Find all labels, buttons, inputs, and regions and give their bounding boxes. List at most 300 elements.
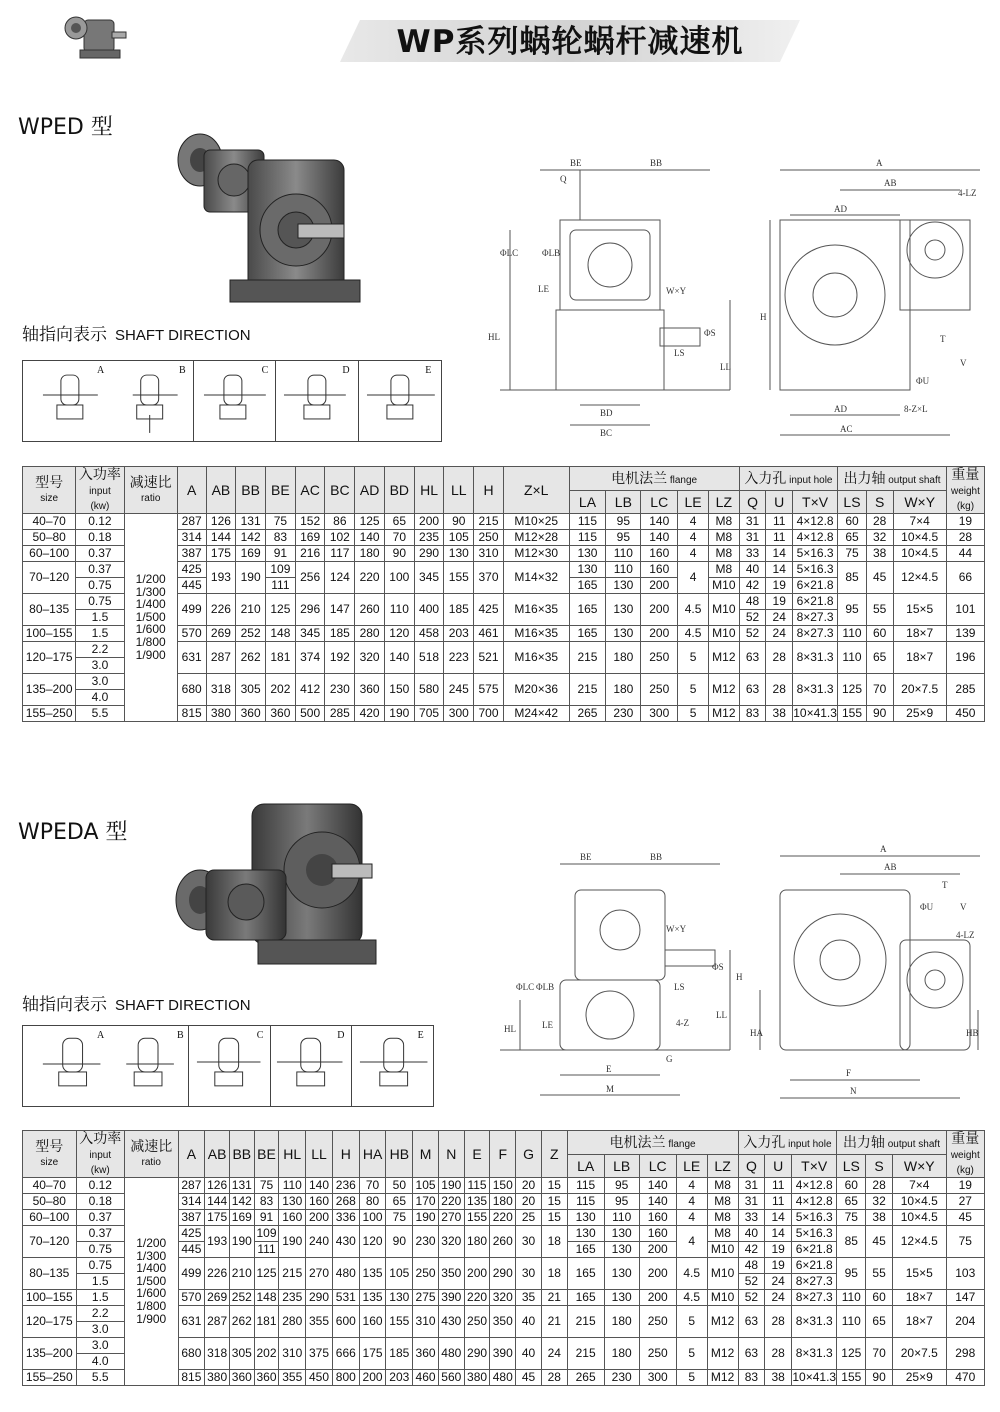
cell-flange: 95 <box>604 1193 639 1209</box>
cell-size: 80–135 <box>23 593 76 625</box>
cell-dim: 575 <box>474 673 504 705</box>
cell-dim: 193 <box>205 1225 230 1257</box>
cell-dim: 70 <box>384 529 414 545</box>
cell-flange: 95 <box>604 1177 639 1193</box>
group-header <box>838 467 947 491</box>
cell-outshaft: 25×9 <box>892 1369 946 1385</box>
column-header: AB <box>206 467 236 514</box>
cell-dim: 160 <box>359 1305 386 1337</box>
cell-dim: 150 <box>384 673 414 705</box>
cell-inhole: 6×21.8 <box>793 593 838 609</box>
cell-dim: 102 <box>325 529 355 545</box>
header-en: flange <box>667 474 698 486</box>
cell-dim: 705 <box>414 705 444 721</box>
cell-dim: M14×32 <box>503 561 569 593</box>
column-header: Q <box>738 1155 765 1177</box>
dim-label: H <box>760 312 767 322</box>
header-unit: (kg) <box>956 1165 974 1177</box>
cell-flange: 160 <box>639 1225 676 1241</box>
table-row <box>23 513 985 529</box>
cell-outshaft: 155 <box>838 705 867 721</box>
column-header: LL <box>306 1131 333 1178</box>
cell-dim: 124 <box>325 561 355 593</box>
cell-inhole: 24 <box>766 625 793 641</box>
cell-inhole: 11 <box>765 1193 792 1209</box>
cell-inhole: 52 <box>738 1273 765 1289</box>
cell-dim: 240 <box>306 1225 333 1257</box>
direction-label-e-2: E <box>417 1030 424 1041</box>
ratio-value: 1/900 <box>136 1311 167 1326</box>
cell-outshaft: 20×7.5 <box>893 673 946 705</box>
cell-dim: 680 <box>177 673 206 705</box>
cell-dim: 125 <box>266 593 296 625</box>
dim-label: A <box>876 158 883 168</box>
column-header: LB <box>604 1155 639 1177</box>
cell-dim: 90 <box>444 513 474 529</box>
cell-weight: 103 <box>946 1257 984 1289</box>
cell-lz: M8 <box>708 513 739 529</box>
cell-inhole: 4×12.8 <box>792 1193 837 1209</box>
dim-label: LS <box>674 348 685 358</box>
cell-dim: 142 <box>229 1193 254 1209</box>
direction-label-a: A <box>97 365 105 376</box>
cell-inhole: 40 <box>739 561 766 577</box>
cell-inhole: 4×12.8 <box>793 513 838 529</box>
cell-flange: 130 <box>604 1225 639 1241</box>
shaft-direction-diagrams-2 <box>22 1025 434 1107</box>
cell-dim: 135 <box>359 1289 386 1305</box>
cell-flange: 95 <box>606 529 641 545</box>
cell-lz: M12 <box>708 641 739 673</box>
column-header: U <box>765 1155 792 1177</box>
dim-label: ΦLC <box>500 248 519 258</box>
shaft-direction-diagrams <box>22 360 442 442</box>
cell-outshaft: 18×7 <box>893 641 946 673</box>
cell-flange: 4 <box>676 1193 707 1209</box>
header-en: output shaft <box>884 1138 940 1150</box>
cell-outshaft: 32 <box>866 529 893 545</box>
cell-inhole: 28 <box>766 641 793 673</box>
cell-outshaft: 7×4 <box>893 513 946 529</box>
ratio-value: 1/300 <box>135 584 166 599</box>
header-zh: 重量 <box>951 1130 980 1146</box>
cell-flange: 95 <box>606 513 641 529</box>
cell-flange: 200 <box>639 1289 676 1305</box>
header-en: size <box>40 493 59 505</box>
wped-product-photo <box>168 120 368 310</box>
cell-inhole: 5×16.3 <box>793 545 838 561</box>
cell-dim: 202 <box>266 673 296 705</box>
cell-flange: 5 <box>678 641 709 673</box>
cell-dim: 210 <box>229 1257 254 1289</box>
cell-input: 0.75 <box>76 1257 124 1273</box>
dim-label: ΦU <box>916 376 930 386</box>
column-header: BE <box>254 1131 279 1178</box>
cell-inhole: 48 <box>739 593 766 609</box>
cell-flange: 200 <box>641 593 678 625</box>
cell-weight: 196 <box>946 641 984 673</box>
dim-label: V <box>960 902 967 912</box>
cell-inhole: 19 <box>766 593 793 609</box>
cell-dim: 169 <box>236 545 266 561</box>
ratio-value: 1/300 <box>136 1248 167 1263</box>
cell-dim: 320 <box>355 641 385 673</box>
cell-dim: 631 <box>178 1305 205 1337</box>
cell-flange: 200 <box>639 1257 676 1289</box>
wpeda-dimension-drawing <box>480 840 990 1110</box>
cell-weight: 139 <box>946 625 984 641</box>
cell-dim: M20×36 <box>503 673 569 705</box>
cell-flange: 4.5 <box>676 1289 707 1305</box>
cell-dim: 135 <box>464 1193 490 1209</box>
ratio-value: 1/800 <box>136 1299 167 1314</box>
cell-dim: 461 <box>474 625 504 641</box>
cell-dim: 117 <box>325 545 355 561</box>
direction-label-b: B <box>179 365 186 376</box>
cell-dim: 270 <box>438 1209 464 1225</box>
cell-dim: 190 <box>384 705 414 721</box>
cell-inhole: 33 <box>739 545 766 561</box>
cell-outshaft: 110 <box>837 1305 866 1337</box>
cell-dim: 109 <box>254 1225 279 1241</box>
cell-outshaft: 75 <box>837 1209 866 1225</box>
cell-lz: M10 <box>708 577 739 593</box>
ratio-value: 1/200 <box>136 1236 167 1251</box>
cell-dim: 250 <box>413 1257 439 1289</box>
cell-outshaft: 15×5 <box>893 593 946 625</box>
header-en: flange <box>665 1138 696 1150</box>
cell-flange: 180 <box>604 1337 639 1369</box>
cell-dim: 236 <box>332 1177 359 1193</box>
header-unit: (kg) <box>956 501 975 513</box>
cell-dim: 75 <box>386 1209 413 1225</box>
cell-dim: 115 <box>464 1177 490 1193</box>
cell-inhole: 14 <box>765 1225 792 1241</box>
cell-weight: 75 <box>946 1225 984 1257</box>
cell-lz: M8 <box>708 545 739 561</box>
cell-inhole: 52 <box>739 609 766 625</box>
cell-dim: 100 <box>359 1209 386 1225</box>
cell-dim: 185 <box>325 625 355 641</box>
cell-inhole: 42 <box>739 577 766 593</box>
cell-dim: 30 <box>516 1225 542 1257</box>
cell-weight: 28 <box>946 529 984 545</box>
cell-inhole: 83 <box>738 1369 765 1385</box>
dim-label: ΦLB <box>536 982 555 992</box>
cell-size: 80–135 <box>23 1257 77 1289</box>
cell-dim: 387 <box>178 1209 205 1225</box>
cell-dim: 260 <box>490 1225 516 1257</box>
cell-dim: 287 <box>205 1305 230 1337</box>
cell-flange: 130 <box>606 625 641 641</box>
cell-lz: M12 <box>707 1337 738 1369</box>
column-header: BD <box>384 467 414 514</box>
cell-inhole: 5×16.3 <box>793 561 838 577</box>
cell-size: 70–120 <box>23 1225 77 1257</box>
table-row <box>23 1177 985 1193</box>
cell-dim: 815 <box>177 705 206 721</box>
cell-flange: 4 <box>676 1177 707 1193</box>
cell-flange: 265 <box>569 705 606 721</box>
cell-dim: 400 <box>414 593 444 625</box>
cell-outshaft: 55 <box>866 593 893 625</box>
cell-dim: 445 <box>178 1241 205 1257</box>
dim-label: A <box>880 844 887 854</box>
cell-dim: M10×25 <box>503 513 569 529</box>
column-header: HA <box>359 1131 386 1178</box>
cell-flange: 300 <box>639 1369 676 1385</box>
cell-dim: 215 <box>474 513 504 529</box>
cell-inhole: 4×12.8 <box>792 1177 837 1193</box>
cell-dim: 175 <box>359 1337 386 1369</box>
cell-dim: 499 <box>178 1257 205 1289</box>
cell-dim: 223 <box>444 641 474 673</box>
column-header <box>23 467 76 514</box>
cell-flange: 4 <box>678 529 709 545</box>
cell-lz: M12 <box>707 1305 738 1337</box>
cell-inhole: 14 <box>766 561 793 577</box>
cell-weight: 285 <box>946 673 984 705</box>
cell-dim: 24 <box>541 1337 567 1369</box>
cell-weight: 470 <box>946 1369 984 1385</box>
cell-dim: 20 <box>516 1193 542 1209</box>
column-header: Z <box>541 1131 567 1178</box>
cell-dim: 190 <box>279 1225 306 1257</box>
dim-label: 4-Z <box>676 1018 689 1028</box>
cell-outshaft: 95 <box>837 1257 866 1289</box>
cell-dim: 105 <box>444 529 474 545</box>
cell-dim: 192 <box>325 641 355 673</box>
cell-dim: 458 <box>414 625 444 641</box>
cell-dim: 140 <box>355 529 385 545</box>
cell-dim: 310 <box>474 545 504 561</box>
cell-input: 0.18 <box>76 1193 124 1209</box>
cell-dim: 50 <box>386 1177 413 1193</box>
cell-outshaft: 12×4.5 <box>892 1225 946 1257</box>
column-header: A <box>177 467 206 514</box>
cell-flange: 115 <box>567 1193 604 1209</box>
cell-flange: 5 <box>678 673 709 705</box>
cell-dim: 580 <box>414 673 444 705</box>
cell-inhole: 28 <box>766 673 793 705</box>
header-zh: 入力孔 <box>743 1133 786 1150</box>
cell-dim: 296 <box>295 593 325 625</box>
dim-label: HL <box>504 1024 516 1034</box>
column-header: Q <box>739 491 766 513</box>
dim-label: W×Y <box>666 286 687 296</box>
cell-inhole: 31 <box>739 529 766 545</box>
cell-dim: 126 <box>206 513 236 529</box>
cell-dim: 147 <box>325 593 355 625</box>
cell-inhole: 8×31.3 <box>793 641 838 673</box>
cell-flange: 130 <box>567 1209 604 1225</box>
ratio-value: 1/500 <box>136 1273 167 1288</box>
cell-dim: 287 <box>177 513 206 529</box>
cell-outshaft: 60 <box>866 625 893 641</box>
dim-label: E <box>606 1064 612 1074</box>
column-header: F <box>490 1131 516 1178</box>
direction-c <box>194 361 277 441</box>
cell-dim: 170 <box>413 1193 439 1209</box>
cell-inhole: 52 <box>739 625 766 641</box>
column-header: T×V <box>793 491 838 513</box>
cell-dim: 280 <box>355 625 385 641</box>
cell-weight: 19 <box>946 1177 984 1193</box>
ratio-value: 1/400 <box>136 1261 167 1276</box>
cell-dim: 336 <box>332 1209 359 1225</box>
dim-label: ΦLC <box>516 982 535 992</box>
header-en: ratio <box>141 1157 161 1169</box>
cell-flange: 165 <box>569 577 606 593</box>
cell-dim: 180 <box>490 1193 516 1209</box>
cell-input: 2.2 <box>76 641 124 657</box>
cell-dim: 40 <box>516 1305 542 1337</box>
dim-label: W×Y <box>666 924 687 934</box>
column-header: LB <box>606 491 641 513</box>
cell-dim: 130 <box>279 1193 306 1209</box>
cell-dim: 360 <box>355 673 385 705</box>
page-title: WP系列蜗轮蜗杆减速机 <box>396 24 744 60</box>
cell-inhole: 31 <box>739 513 766 529</box>
cell-dim: 310 <box>279 1337 306 1369</box>
cell-inhole: 10×41.3 <box>793 705 837 720</box>
cell-dim: M16×35 <box>503 593 569 625</box>
cell-lz: M8 <box>707 1225 738 1241</box>
cell-dim: 75 <box>266 513 296 529</box>
cell-inhole: 6×21.8 <box>793 577 838 593</box>
cell-ratio <box>124 1177 178 1385</box>
header-zh: 出力轴 <box>843 469 886 486</box>
dim-label: T <box>940 334 946 344</box>
cell-dim: 190 <box>413 1209 439 1225</box>
dim-label: 8-Z×L <box>904 404 928 414</box>
cell-dim: 480 <box>490 1369 516 1385</box>
cell-lz: M8 <box>707 1209 738 1225</box>
cell-inhole: 11 <box>766 513 793 529</box>
cell-dim: 21 <box>541 1289 567 1305</box>
column-header: G <box>516 1131 542 1178</box>
cell-flange: 4.5 <box>678 625 709 641</box>
cell-dim: 148 <box>254 1289 279 1305</box>
cell-flange: 140 <box>641 529 678 545</box>
cell-dim: 86 <box>325 513 355 529</box>
cell-dim: M16×35 <box>503 641 569 673</box>
cell-dim: 387 <box>177 545 206 561</box>
cell-dim: 110 <box>279 1177 306 1193</box>
cell-size: 120–175 <box>23 641 76 673</box>
cell-flange: 180 <box>606 673 641 705</box>
dim-label: ΦS <box>712 962 724 972</box>
cell-size: 50–80 <box>23 1193 77 1209</box>
cell-dim: 105 <box>413 1177 439 1193</box>
cell-flange: 230 <box>604 1369 639 1385</box>
cell-dim: 18 <box>541 1257 567 1289</box>
column-header: T×V <box>792 1155 837 1177</box>
cell-flange: 130 <box>604 1241 639 1257</box>
cell-dim: 130 <box>386 1289 413 1305</box>
column-header: LE <box>676 1155 707 1177</box>
ratio-value: 1/500 <box>135 609 166 624</box>
cell-dim: 390 <box>490 1337 516 1369</box>
cell-dim: 15 <box>541 1193 567 1209</box>
cell-weight: 27 <box>946 1193 984 1209</box>
cell-dim: 90 <box>384 545 414 561</box>
dim-label: LL <box>716 1010 727 1020</box>
cell-dim: 35 <box>516 1289 542 1305</box>
cell-outshaft: 110 <box>837 1289 866 1305</box>
wped-dimension-drawing <box>480 150 990 450</box>
column-header: LZ <box>707 1155 738 1177</box>
cell-dim: 360 <box>236 705 266 721</box>
cell-flange: 115 <box>567 1177 604 1193</box>
cell-lz: M10 <box>708 593 739 625</box>
header-zh: 减速比 <box>130 1137 173 1154</box>
cell-outshaft: 60 <box>838 513 867 529</box>
header-zh: 型号 <box>35 1137 64 1154</box>
cell-dim: 350 <box>490 1305 516 1337</box>
dim-label: AC <box>840 424 853 434</box>
cell-size: 60–100 <box>23 1209 77 1225</box>
cell-dim: 285 <box>325 705 355 721</box>
cell-flange: 4 <box>676 1209 707 1225</box>
cell-outshaft: 20×7.5 <box>892 1337 946 1369</box>
cell-outshaft: 7×4 <box>892 1177 946 1193</box>
column-header: LS <box>837 1155 866 1177</box>
cell-dim: 120 <box>384 625 414 641</box>
cell-dim: 181 <box>254 1305 279 1337</box>
column-header <box>124 467 177 514</box>
cell-inhole: 11 <box>766 529 793 545</box>
dim-label: 4-LZ <box>956 930 975 940</box>
column-header: S <box>866 491 893 513</box>
cell-outshaft: 18×7 <box>893 625 946 641</box>
header-unit: (kw) <box>90 1165 110 1177</box>
cell-dim: 280 <box>279 1305 306 1337</box>
cell-flange: 4 <box>676 1225 707 1257</box>
cell-dim: 18 <box>541 1225 567 1257</box>
cell-weight: 147 <box>946 1289 984 1305</box>
column-header: LC <box>639 1155 676 1177</box>
cell-inhole: 24 <box>765 1289 792 1305</box>
cell-lz: M12 <box>708 705 739 721</box>
cell-dim: 290 <box>490 1257 516 1289</box>
column-header: LZ <box>708 491 739 513</box>
cell-outshaft: 110 <box>838 641 867 673</box>
cell-dim: 135 <box>359 1257 386 1289</box>
cell-inhole: 19 <box>765 1257 792 1273</box>
cell-dim: 600 <box>332 1305 359 1337</box>
cell-input: 4.0 <box>76 689 124 705</box>
cell-dim: 375 <box>306 1337 333 1369</box>
cell-outshaft: 90 <box>866 1369 893 1385</box>
header-zh: 型号 <box>35 473 64 490</box>
dim-label: AB <box>884 862 897 872</box>
cell-outshaft: 28 <box>866 1177 893 1193</box>
cell-outshaft: 75 <box>838 545 867 561</box>
direction-label-c: C <box>261 365 269 376</box>
cell-dim: 144 <box>205 1193 230 1209</box>
cell-outshaft: 28 <box>866 513 893 529</box>
column-header: LA <box>567 1155 604 1177</box>
cell-size: 50–80 <box>23 529 76 545</box>
cell-dim: 260 <box>355 593 385 625</box>
cell-ratio <box>124 513 177 721</box>
cell-inhole: 63 <box>738 1305 765 1337</box>
header-unit: (kw) <box>90 501 110 513</box>
cell-dim: M12×30 <box>503 545 569 561</box>
cell-dim: 480 <box>438 1337 464 1369</box>
cell-outshaft: 55 <box>866 1257 893 1289</box>
